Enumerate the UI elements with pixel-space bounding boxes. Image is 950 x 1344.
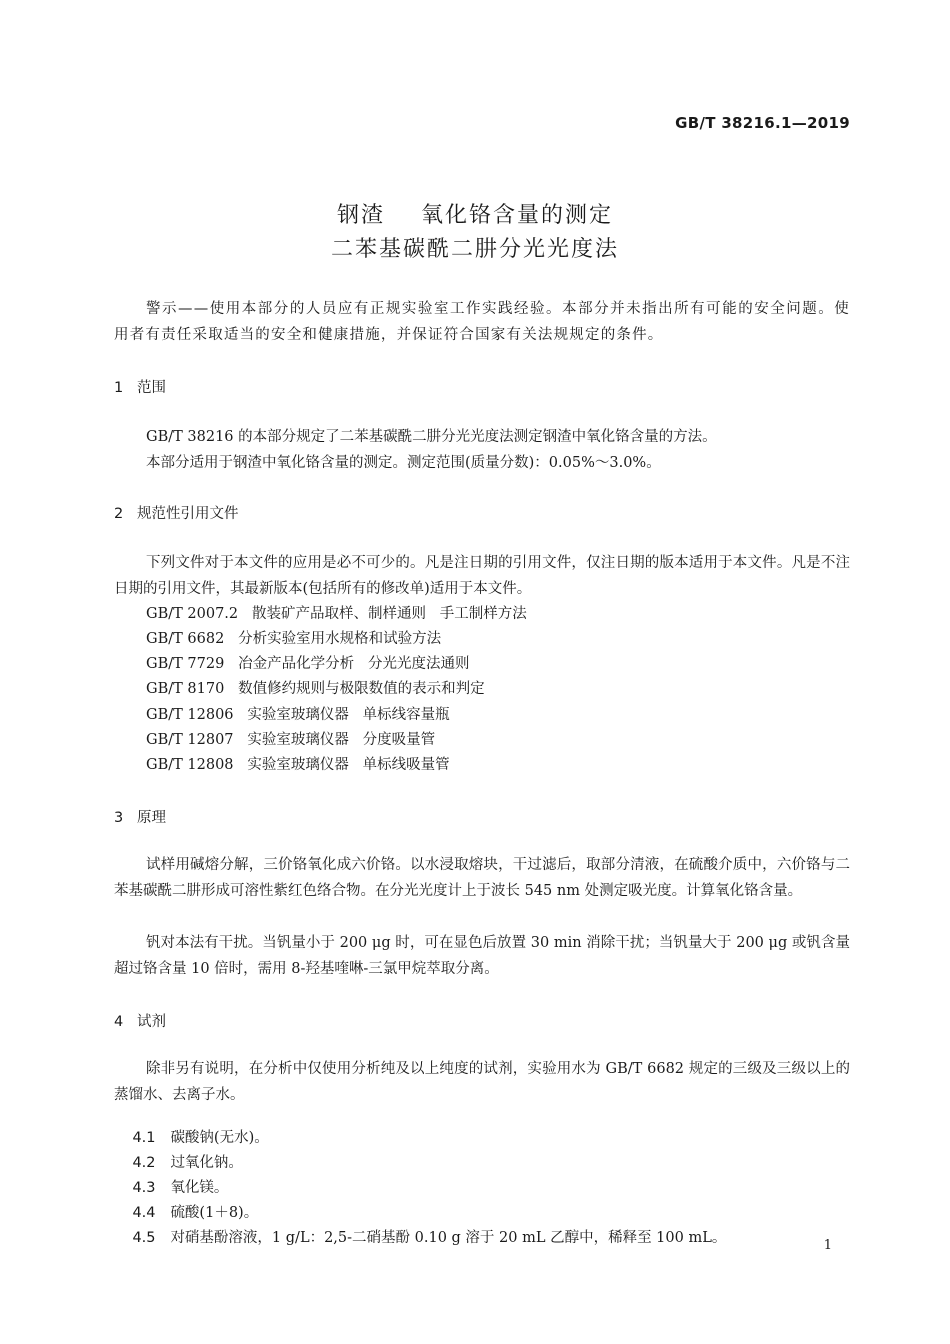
- document-title-line-2: 二苯基碳酰二肼分光光度法: [330, 237, 619, 262]
- reagent-item: [114, 1210, 726, 1263]
- principle-paragraph-2: 钒对本法有干扰。当钒量小于 200 μg 时，可在显色后放置 30 min 消除干扰；当钒量大于 200 μg 或钒含量超过铬含量 10 倍时，需用 8-羟基喹啉-三氯甲烷萃取分离。: [114, 935, 850, 977]
- reference-item: GB/T 12807 实验室玻璃仪器 分度吸量管: [146, 732, 436, 748]
- reference-item: GB/T 7729 冶金产品化学分析 分光光度法通则: [146, 656, 470, 672]
- reagent-number: 4.1: [132, 1130, 156, 1146]
- reagent-number: 4.4: [132, 1205, 156, 1221]
- reference-item: GB/T 2007.2 散装矿产品取样、制样通则 手工制样方法: [146, 606, 527, 622]
- scope-paragraph-1: GB/T 38216 的本部分规定了二苯基碳酰二肼分光光度法测定钢渣中氧化铬含量的方法。: [146, 429, 717, 445]
- page-number: 1: [823, 1238, 832, 1253]
- reference-item: GB/T 12808 实验室玻璃仪器 单标线吸量管: [146, 757, 450, 773]
- reagent-text: 过氧化钠。: [170, 1155, 243, 1171]
- safety-warning: 警示——使用本部分的人员应有正规实验室工作实践经验。本部分并未指出所有可能的安全问题。使用者有责任采取适当的安全和健康措施，并保证符合国家有关法规规定的条件。: [114, 301, 850, 343]
- section-heading-scope: 1 范围: [114, 380, 167, 396]
- reagent-text: 硫酸(1＋8)。: [170, 1205, 259, 1221]
- references-intro: 下列文件对于本文件的应用是必不可少的。凡是注日期的引用文件，仅注日期的版本适用于本文件。凡是不注日期的引用文件，其最新版本(包括所有的修改单)适用于本文件。: [114, 555, 850, 597]
- principle-paragraph-1: 试样用碱熔分解，三价铬氧化成六价铬。以水浸取熔块，干过滤后，取部分清液，在硫酸介质中，六价铬与二苯基碳酰二肼形成可溶性紫红色络合物。在分光光度计上于波长 545 nm 处测定吸光度。计算氧化铬含量。: [114, 857, 850, 899]
- section-heading-reagents: 4 试剂: [114, 1014, 167, 1030]
- reagents-intro: 除非另有说明，在分析中仅使用分析纯及以上纯度的试剂，实验用水为 GB/T 6682 规定的三级及三级以上的蒸馏水、去离子水。: [114, 1061, 850, 1103]
- reagent-text: 氧化镁。: [170, 1180, 229, 1196]
- reference-item: GB/T 6682 分析实验室用水规格和试验方法: [146, 631, 442, 647]
- document-title-line-1: 钢渣 氧化铬含量的测定: [337, 203, 613, 228]
- section-heading-normative-references: 2 规范性引用文件: [114, 506, 239, 522]
- section-heading-principle: 3 原理: [114, 810, 167, 826]
- reagent-number: 4.2: [132, 1155, 156, 1171]
- reagent-number: 4.5: [132, 1230, 156, 1246]
- reagent-number: 4.3: [132, 1180, 156, 1196]
- standard-code: GB/T 38216.1—2019: [675, 114, 850, 132]
- reagent-text: 碳酸钠(无水)。: [170, 1130, 269, 1146]
- reagent-text: 对硝基酚溶液，1 g/L：2,5-二硝基酚 0.10 g 溶于 20 mL 乙醇中，稀释至 100 mL。: [170, 1230, 727, 1246]
- reference-item: GB/T 12806 实验室玻璃仪器 单标线容量瓶: [146, 707, 450, 723]
- reference-item: GB/T 8170 数值修约规则与极限数值的表示和判定: [146, 681, 485, 697]
- scope-paragraph-2: 本部分适用于钢渣中氧化铬含量的测定。测定范围(质量分数)：0.05%～3.0%。: [146, 455, 661, 471]
